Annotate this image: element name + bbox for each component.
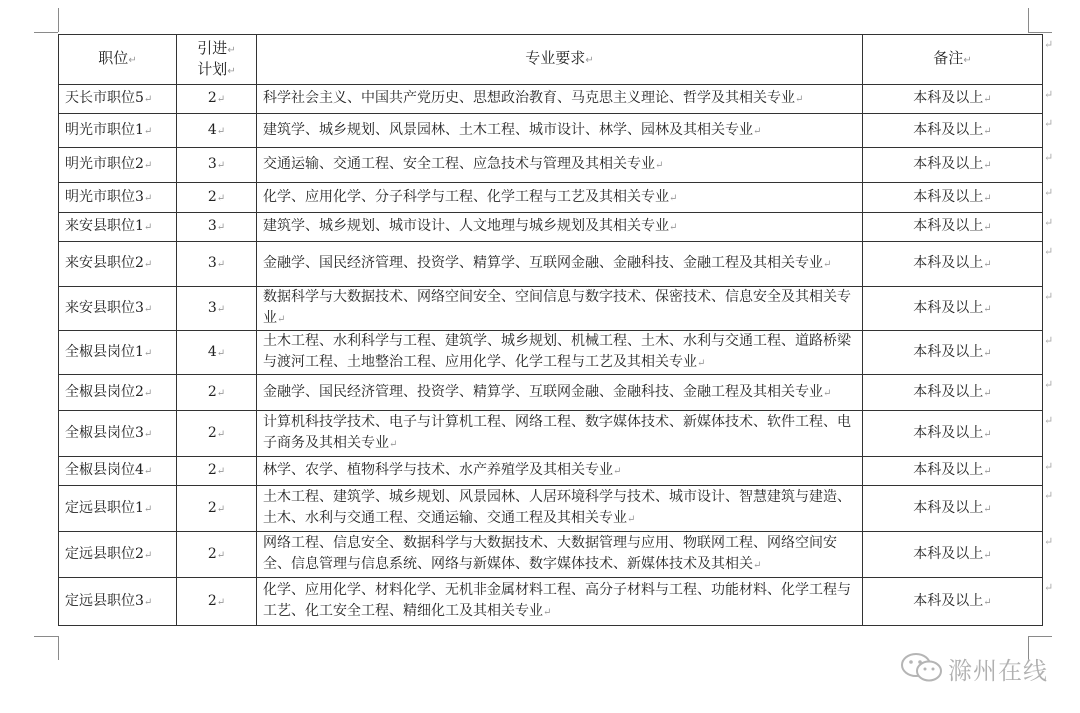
position-cell: 明光市职位2↵	[59, 148, 177, 183]
note-text: 本科及以上	[913, 545, 984, 562]
table-row	[59, 457, 1043, 486]
row-end-mark: ↵	[1044, 216, 1054, 229]
note-cell: 本科及以上↵	[863, 183, 1043, 213]
note-text: 本科及以上	[913, 592, 984, 609]
note-text: 本科及以上	[913, 156, 984, 172]
table-row	[59, 213, 1043, 242]
row-end-mark: ↵	[1044, 117, 1054, 130]
position-text: 来安县职位2	[65, 255, 144, 271]
requirements-cell: 交通运输、交通工程、安全工程、应急技术与管理及其相关专业↵	[257, 148, 863, 183]
row-end-mark: ↵	[1044, 414, 1054, 427]
header-requirements: 专业要求↵	[257, 35, 863, 85]
requirements-cell: 计算机科技学技术、电子与计算机工程、网络工程、数字媒体技术、新媒体技术、软件工程、电子商务及其相关专业↵	[257, 411, 863, 457]
header-plan: 引进↵ 计划↵	[177, 35, 257, 85]
plan-cell: 4↵	[177, 114, 257, 148]
position-cell: 定远县职位1↵	[59, 486, 177, 532]
table-row	[59, 375, 1043, 411]
plan-text: 3	[207, 255, 217, 271]
table-row	[59, 411, 1043, 457]
header-row	[59, 35, 1043, 85]
position-cell: 全椒县岗位4↵	[59, 457, 177, 486]
plan-text: 3	[207, 218, 217, 234]
requirements-cell: 化学、应用化学、分子科学与工程、化学工程与工艺及其相关专业↵	[257, 183, 863, 213]
position-text: 全椒县岗位1	[65, 343, 144, 360]
crop-mark-bottom-left-v	[58, 636, 59, 660]
requirements-text: 建筑学、城乡规划、城市设计、人文地理与城乡规划及其相关专业	[263, 218, 669, 234]
requirements-cell: 建筑学、城乡规划、城市设计、人文地理与城乡规划及其相关专业↵	[257, 213, 863, 242]
plan-text: 4	[207, 343, 217, 360]
requirements-text: 林学、农学、植物科学与技术、水产养殖学及其相关专业	[263, 462, 613, 478]
requirements-cell: 金融学、国民经济管理、投资学、精算学、互联网金融、金融科技、金融工程及其相关专业↵	[257, 242, 863, 287]
note-cell: 本科及以上↵	[863, 114, 1043, 148]
note-cell: 本科及以上↵	[863, 85, 1043, 114]
note-cell: 本科及以上↵	[863, 242, 1043, 287]
table-row	[59, 331, 1043, 375]
plan-cell: 3↵	[177, 287, 257, 331]
note-cell: 本科及以上↵	[863, 213, 1043, 242]
plan-cell: 4↵	[177, 331, 257, 375]
position-cell: 明光市职位1↵	[59, 114, 177, 148]
position-text: 定远县职位1	[65, 499, 144, 516]
note-cell: 本科及以上↵	[863, 287, 1043, 331]
requirements-cell: 化学、应用化学、材料化学、无机非金属材料工程、高分子材料与工程、功能材料、化学工程与工艺、化工安全工程、精细化工及其相关专业↵	[257, 578, 863, 626]
position-text: 来安县职位1	[65, 218, 144, 234]
note-text: 本科及以上	[913, 188, 984, 205]
note-text: 本科及以上	[913, 383, 984, 400]
requirements-text: 化学、应用化学、材料化学、无机非金属材料工程、高分子材料与工程、功能材料、化学工程与工艺、化工安全工程、精细化工及其相关专业	[263, 582, 851, 619]
table-row	[59, 242, 1043, 287]
note-cell: 本科及以上↵	[863, 331, 1043, 375]
position-cell: 全椒县岗位1↵	[59, 331, 177, 375]
note-text: 本科及以上	[913, 343, 984, 360]
watermark	[900, 648, 1048, 688]
requirements-cell: 数据科学与大数据技术、网络空间安全、空间信息与数字技术、保密技术、信息安全及其相关专业↵	[257, 287, 863, 331]
plan-text: 4	[207, 121, 217, 138]
position-cell: 定远县职位2↵	[59, 532, 177, 578]
requirements-cell: 土木工程、建筑学、城乡规划、风景园林、人居环境科学与技术、城市设计、智慧建筑与建造、土木、水利与交通工程、交通运输、交通工程及其相关专业↵	[257, 486, 863, 532]
requirements-cell: 科学社会主义、中国共产党历史、思想政治教育、马克思主义理论、哲学及其相关专业↵	[257, 85, 863, 114]
plan-text: 3	[207, 156, 217, 172]
table-row	[59, 532, 1043, 578]
note-text: 本科及以上	[913, 121, 984, 138]
position-cell: 定远县职位3↵	[59, 578, 177, 626]
table-body	[59, 85, 1043, 626]
table-row	[59, 287, 1043, 331]
requirements-cell: 金融学、国民经济管理、投资学、精算学、互联网金融、金融科技、金融工程及其相关专业↵	[257, 375, 863, 411]
table-row	[59, 85, 1043, 114]
requirements-text: 科学社会主义、中国共产党历史、思想政治教育、马克思主义理论、哲学及其相关专业	[263, 90, 795, 106]
requirements-text: 建筑学、城乡规划、风景园林、土木工程、城市设计、林学、园林及其相关专业	[263, 121, 753, 138]
requirements-cell: 土木工程、水利科学与工程、建筑学、城乡规划、机械工程、土木、水利与交通工程、道路桥梁与渡河工程、土地整治工程、应用化学、化学工程与工艺及其相关专业↵	[257, 331, 863, 375]
plan-text: 2	[207, 592, 217, 609]
plan-text: 2	[207, 424, 217, 441]
row-end-mark: ↵	[1044, 151, 1054, 164]
note-cell: 本科及以上↵	[863, 457, 1043, 486]
requirements-text: 交通运输、交通工程、安全工程、应急技术与管理及其相关专业	[263, 156, 655, 172]
note-cell: 本科及以上↵	[863, 486, 1043, 532]
plan-cell: 2↵	[177, 375, 257, 411]
plan-cell: 2↵	[177, 532, 257, 578]
row-end-mark: ↵	[1044, 245, 1054, 258]
note-text: 本科及以上	[913, 462, 984, 478]
requirements-text: 化学、应用化学、分子科学与工程、化学工程与工艺及其相关专业	[263, 188, 669, 205]
row-end-mark: ↵	[1044, 535, 1054, 548]
crop-mark-top-right-h	[1028, 32, 1052, 33]
header-plan-line2: 计划	[197, 59, 228, 78]
row-end-mark: ↵	[1044, 290, 1054, 303]
note-text: 本科及以上	[913, 424, 984, 441]
position-cell: 全椒县岗位3↵	[59, 411, 177, 457]
plan-text: 2	[207, 545, 217, 562]
plan-text: 3	[207, 299, 217, 316]
table-row	[59, 183, 1043, 213]
table-row	[59, 486, 1043, 532]
position-text: 明光市职位1	[65, 121, 144, 138]
plan-cell: 2↵	[177, 578, 257, 626]
row-end-mark: ↵	[1044, 378, 1054, 391]
position-text: 定远县职位3	[65, 592, 144, 609]
row-end-mark: ↵	[1044, 334, 1054, 347]
requirements-cell: 网络工程、信息安全、数据科学与大数据技术、大数据管理与应用、物联网工程、网络空间安全、信息管理与信息系统、网络与新媒体、数字媒体技术、新媒体技术及其相关↵	[257, 532, 863, 578]
note-cell: 本科及以上↵	[863, 148, 1043, 183]
position-text: 明光市职位2	[65, 156, 144, 172]
crop-mark-top-left-v	[58, 8, 59, 32]
requirements-text: 网络工程、信息安全、数据科学与大数据技术、大数据管理与应用、物联网工程、网络空间安全、信息管理与信息系统、网络与新媒体、数字媒体技术、新媒体技术及其相关	[263, 535, 837, 572]
requirements-text: 数据科学与大数据技术、网络空间安全、空间信息与数字技术、保密技术、信息安全及其相关专业	[263, 289, 851, 326]
wechat-icon	[900, 652, 944, 684]
table-row	[59, 578, 1043, 626]
plan-text: 2	[207, 383, 217, 400]
watermark-text: 滁州在线	[948, 656, 1048, 685]
crop-mark-top-left-h	[34, 32, 58, 33]
row-end-mark: ↵	[1044, 38, 1054, 51]
header-note-label: 备注	[933, 49, 964, 67]
position-text: 全椒县岗位4	[65, 462, 144, 478]
row-end-mark: ↵	[1044, 489, 1054, 502]
note-text: 本科及以上	[913, 255, 984, 271]
requirements-text: 土木工程、建筑学、城乡规划、风景园林、人居环境科学与技术、城市设计、智慧建筑与建造、土木、水利与交通工程、交通运输、交通工程及其相关专业	[263, 489, 851, 526]
row-end-mark: ↵	[1044, 186, 1054, 199]
note-cell: 本科及以上↵	[863, 375, 1043, 411]
requirements-text: 金融学、国民经济管理、投资学、精算学、互联网金融、金融科技、金融工程及其相关专业	[263, 255, 823, 271]
plan-text: 2	[207, 90, 217, 106]
position-cell: 来安县职位1↵	[59, 213, 177, 242]
position-cell: 全椒县岗位2↵	[59, 375, 177, 411]
requirements-text: 金融学、国民经济管理、投资学、精算学、互联网金融、金融科技、金融工程及其相关专业	[263, 383, 823, 400]
requirements-text: 计算机科技学技术、电子与计算机工程、网络工程、数字媒体技术、新媒体技术、软件工程、电子商务及其相关专业	[263, 414, 851, 451]
requirements-cell: 建筑学、城乡规划、风景园林、土木工程、城市设计、林学、园林及其相关专业↵	[257, 114, 863, 148]
position-text: 全椒县岗位2	[65, 383, 144, 400]
header-position: 职位↵	[59, 35, 177, 85]
recruitment-table	[58, 34, 1043, 626]
plan-cell: 3↵	[177, 148, 257, 183]
plan-cell: 2↵	[177, 486, 257, 532]
note-text: 本科及以上	[913, 90, 984, 106]
table-row	[59, 148, 1043, 183]
plan-cell: 2↵	[177, 183, 257, 213]
plan-text: 2	[207, 462, 217, 478]
position-cell: 天长市职位5↵	[59, 85, 177, 114]
plan-cell: 2↵	[177, 457, 257, 486]
row-end-mark: ↵	[1044, 88, 1054, 101]
header-plan-line1: 引进	[197, 38, 228, 57]
position-cell: 来安县职位3↵	[59, 287, 177, 331]
note-text: 本科及以上	[913, 218, 984, 234]
plan-cell: 3↵	[177, 242, 257, 287]
position-text: 全椒县岗位3	[65, 424, 144, 441]
position-text: 明光市职位3	[65, 188, 144, 205]
plan-text: 2	[207, 499, 217, 516]
plan-cell: 2↵	[177, 411, 257, 457]
position-text: 来安县职位3	[65, 299, 144, 316]
position-cell: 来安县职位2↵	[59, 242, 177, 287]
row-end-mark: ↵	[1044, 581, 1054, 594]
crop-mark-top-right-v	[1028, 8, 1029, 32]
requirements-text: 土木工程、水利科学与工程、建筑学、城乡规划、机械工程、土木、水利与交通工程、道路桥梁与渡河工程、土地整治工程、应用化学、化学工程与工艺及其相关专业	[263, 333, 851, 370]
plan-cell: 2↵	[177, 85, 257, 114]
note-text: 本科及以上	[913, 499, 984, 516]
crop-mark-bottom-left-h	[34, 636, 58, 637]
crop-mark-bottom-right-h	[1028, 636, 1052, 637]
plan-cell: 3↵	[177, 213, 257, 242]
row-end-mark: ↵	[1044, 460, 1054, 473]
header-note: 备注↵	[863, 35, 1043, 85]
header-position-label: 职位	[98, 49, 129, 67]
position-text: 天长市职位5	[65, 90, 144, 106]
note-cell: 本科及以上↵	[863, 532, 1043, 578]
table-row	[59, 114, 1043, 148]
plan-text: 2	[207, 188, 217, 205]
note-text: 本科及以上	[913, 299, 984, 316]
position-text: 定远县职位2	[65, 545, 144, 562]
position-cell: 明光市职位3↵	[59, 183, 177, 213]
header-requirements-label: 专业要求	[525, 49, 586, 67]
requirements-cell: 林学、农学、植物科学与技术、水产养殖学及其相关专业↵	[257, 457, 863, 486]
note-cell: 本科及以上↵	[863, 411, 1043, 457]
note-cell: 本科及以上↵	[863, 578, 1043, 626]
